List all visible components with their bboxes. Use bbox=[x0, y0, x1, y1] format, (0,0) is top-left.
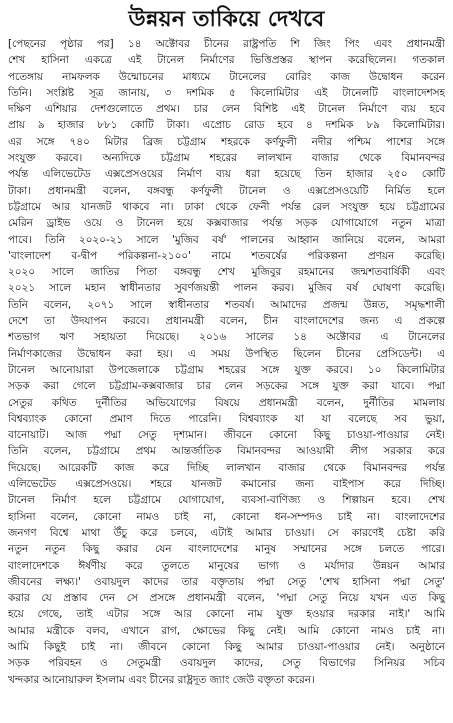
article-body-line: তিনি। সংশ্লিষ্ট সূত্র জানায়, ৩ দশমিক ৫ কিলোমিটার এই টানেলটি বাংলাদেশসহ bbox=[8, 86, 445, 99]
article-body-line: বিশ্বব্যাংক কোনো প্রমাণ দিতে পারেনি। বিশ্বব্যাংক যা যা বলেছে সব ভুয়া, bbox=[8, 412, 445, 425]
article-headline: উন্নয়ন তাকিয়ে দেখবে bbox=[128, 7, 325, 32]
article-body-line: এলিভেটেড এক্সপ্রেসওয়ে। শহরে যানজট কমানোর জন্য বাইপাস করে দিচ্ছি। bbox=[8, 478, 445, 491]
article-body-line: হয়ে গেছে, তাই এটার সঙ্গে আর কোনো নাম যুক্ত হওয়ার দরকার নাই।' আমি bbox=[8, 608, 445, 621]
article-body-line: বানোয়াট। আজ পদ্মা সেতু দৃশ্যমান। জীবনে কোনো কিছু চাওয়া-পাওয়ার নেই। bbox=[8, 429, 445, 442]
article-body-line: নতুন নতুন কিছু করার যেন বাংলাদেশের মানুষ সম্মানের সঙ্গে চলতে পারে। bbox=[8, 543, 445, 556]
article-body-line: ২০২১ সালে মহান স্বাধীনতার সুবর্ণজয়ন্তী পালন করব। মুজিব বর্ষ ঘোষণা করেছি। bbox=[8, 282, 445, 295]
article-body-line: এর সঙ্গে ৭৪০ মিটার ব্রিজ চট্টগ্রাম শহরকে কর্ণফুলী নদীর পশ্চিম পাশের সঙ্গে bbox=[8, 135, 445, 148]
article-body-line: টাকা। প্রধানমন্ত্রী বলেন, বঙ্গবন্ধু কর্ণফুলী টানেল ও এক্সপ্রেসওয়েটি নির্মিত হলে bbox=[8, 184, 445, 197]
article-body-line: দক্ষিণ এশিয়ার দেশগুলোতে প্রথম। চার লেন বিশিষ্ট এই টানেল নির্মাণে ব্যয় হবে bbox=[8, 103, 445, 116]
article-body-line: শতভাগ ঋণ সহায়তা দিয়েছে। ২০১৬ সালের ১৪ অক্টোবর এ টানেলের bbox=[8, 331, 445, 344]
article-body-line: সেতুর কথিত দুর্নীতির অভিযোগের বিষয়ে প্রধানমন্ত্রী বলেন, দুর্নীতির মামলায় bbox=[8, 396, 445, 409]
article-body-line: দেশে তা উদযাপন করবে। প্রধানমন্ত্রী বলেন, চীন বাংলাদেশের জন্য এ প্রকল্পে bbox=[8, 315, 445, 328]
article-body-line: জনগণ বিশ্বে মাথা উঁচু করে চলবে, এটাই আমার চাওয়া। সে কারণেই চেষ্টা করি bbox=[8, 526, 445, 539]
article-body-line: বাংলাদেশকে ঈর্ষণীয় করে তুলতে মানুষের ভাগ্য ও মর্যাদার উন্নয়ন আমার bbox=[8, 559, 445, 572]
article-body-line: জীবনের লক্ষ্য।' ওবায়দুল কাদের তার বক্তৃতায় পদ্মা সেতু 'শেখ হাসিনা পদ্মা সেতু' bbox=[8, 575, 445, 588]
article-body-line: দিয়েছে। আরেকটি কাজ করে দিচ্ছি লালখান বাজার থেকে বিমানবন্দর পর্যন্ত bbox=[8, 461, 445, 474]
article-body-line: চট্টগ্রামে আর যানজট থাকবে না। ঢাকা থেকে ফেনী পর্যন্ত রেল সংযুক্ত হয়ে চট্টগ্রামের bbox=[8, 200, 445, 213]
article-body-line: পর্যন্ত এলিভেটেড এক্সপ্রেসওয়ের নির্মাণ ব্যয় ধরা হয়েছে তিন হাজার ২৫০ কোটি bbox=[8, 168, 445, 181]
article-body-line: পতেঙ্গায় নামফলক উন্মোচনের মাধ্যমে টানেলের বোরিং কাজ উদ্বোধন করেন bbox=[8, 70, 445, 83]
article-body-line: করার যে প্রস্তাব দেন সে প্রসঙ্গে প্রধানমন্ত্রী বলেন, 'পদ্মা সেতু নিয়ে যখন এত কিছু bbox=[8, 592, 445, 605]
article-body-line: টানেল আনোয়ারা উপজেলাকে চট্টগ্রাম শহরের সঙ্গে যুক্ত করবে। ১০ কিলোমিটার bbox=[8, 363, 445, 376]
article-body-line: তিনি বলেন, ২০৭১ সালে স্বাধীনতার শতবর্ষ। আমাদের প্রজন্ম উন্নত, সমৃদ্ধশালী bbox=[8, 298, 445, 311]
article-body-line: হাসিনা বলেন, কোনো নামও চাই না, কোনো ধন-সম্পদও চাই না। বাংলাদেশের bbox=[8, 510, 445, 523]
article-body-line: খন্দকার আনোয়ারুল ইসলাম এবং চীনের রাষ্ট্রদূত জ্যাং জেউ বক্তৃতা করেন। bbox=[8, 673, 315, 686]
article-body-line: শেখ হাসিনা একত্রে এই টানেল নির্মাণের ভিত্তিপ্রস্তর স্থাপন করেছিলেন। গতকাল bbox=[8, 54, 445, 67]
article-body-line: সড়ক করা গেলে চট্টগ্রাম-কক্সবাজার চার লেন সড়কের সঙ্গে যুক্ত করা যাবে। পদ্মা bbox=[8, 380, 445, 393]
article-body bbox=[8, 36, 445, 688]
article-body-line: নির্মাণকাজের উদ্বোধন করা হয়। এ সময় উপস্থিত ছিলেন চীনের প্রেসিডেন্ট। এ bbox=[8, 347, 445, 360]
article-body-line: টানেল নির্মাণ হলে চট্টগ্রামে যোগাযোগ, ব্যবসা-বাণিজ্য ও শিল্পায়ন হবে। শেখ bbox=[8, 494, 445, 507]
article-body-line: সড়ক পরিবহন ও সেতুমন্ত্রী ওবায়দুল কাদের, সেতু বিভাগের সিনিয়র সচিব bbox=[8, 657, 445, 670]
article-body-line: পাবে। তিনি ২০২০-২১ সালে 'মুজিব বর্ষ' পালনের আহ্বান জানিয়ে বলেন, আমরা bbox=[8, 233, 445, 246]
article-body-line: 'বাংলাদেশ ব-দ্বীপ পরিকল্পনা-২১০০' নামে শতবর্ষের পরিকল্পনা প্রণয়ন করেছি। bbox=[8, 249, 445, 262]
article-body-line: আমি কিছুই চাই না। জীবনে কোনো কিছু আমার চাওয়া-পাওয়ার নেই। অনুষ্ঠানে bbox=[8, 640, 445, 653]
article-body-line: ২০২০ সালে জাতির পিতা বঙ্গবন্ধু শেখ মুজিবুর রহমানের জন্মশতবার্ষিকী এবং bbox=[8, 266, 445, 279]
article-body-line: প্রায় ৯ হাজার ৮৮১ কোটি টাকা। এপ্রোচ রোড হবে ৪ দশমিক ৮৯ কিলোমিটার। bbox=[8, 119, 445, 132]
article-body-line: আমার মন্ত্রীকে বলব, এখানে রাগ, ক্ষোভের কিছু নেই। আমি কোনো নামও চাই না। bbox=[8, 624, 445, 637]
article-body-line: মেরিন ড্রাইভ ওয়ে ও টানেল হয়ে কক্সবাজার পর্যন্ত সড়ক যোগাযোগে নতুন মাত্রা bbox=[8, 217, 445, 230]
article-body-line: [পেছনের পৃষ্ঠার পর] ১৪ অক্টোবর চীনের রাষ্ট্রপতি শি জিং পিং এবং প্রধানমন্ত্রী bbox=[8, 38, 445, 50]
article-body-line: সংযুক্ত করবে। অন্যদিকে চট্টগ্রাম শহরের লালখান বাজার থেকে বিমানবন্দর bbox=[8, 152, 445, 165]
article-body-line: তিনি বলেন, চট্টগ্রামে প্রথম আন্তর্জাতিক বিমানবন্দর আওয়ামী লীগ সরকার করে bbox=[8, 445, 445, 458]
